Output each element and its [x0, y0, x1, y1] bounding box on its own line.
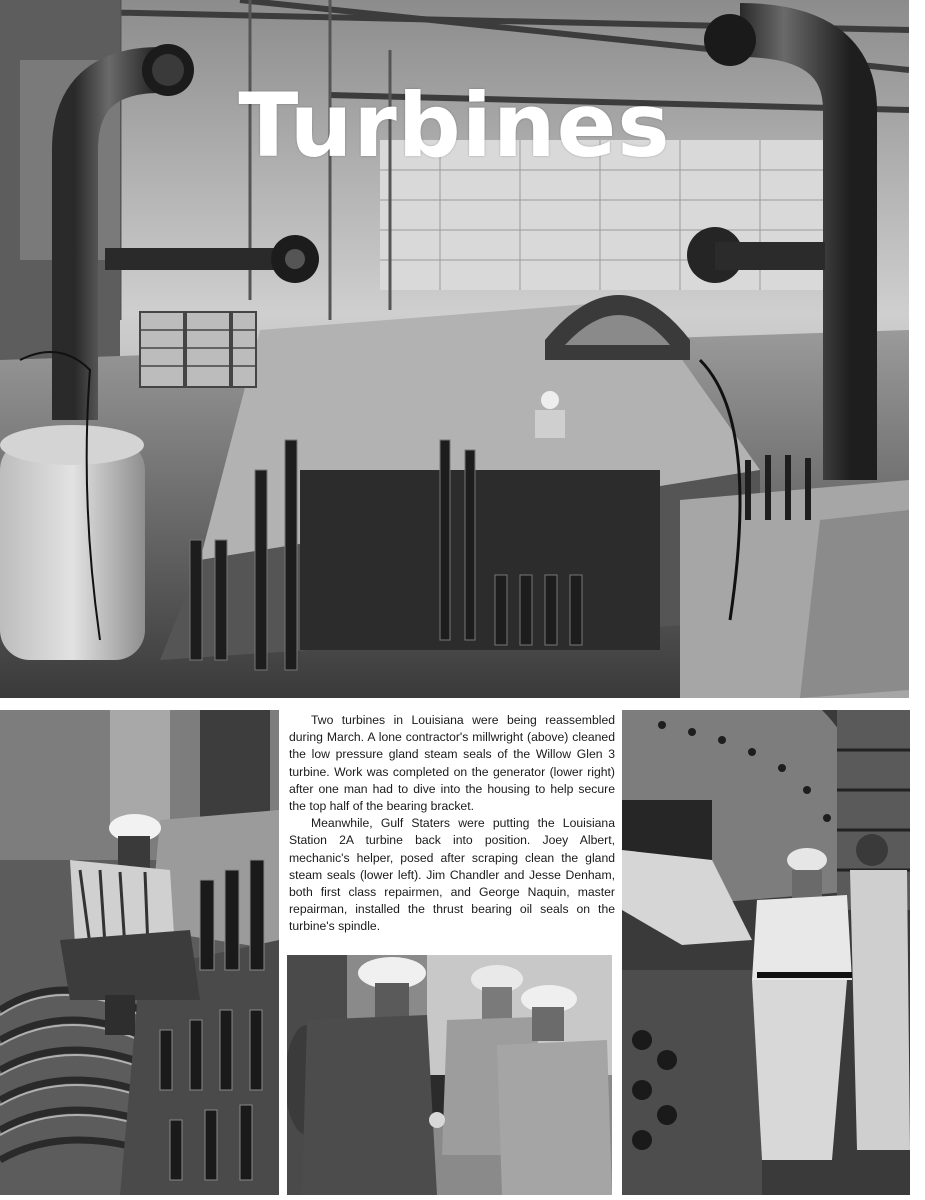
article-paragraph: Meanwhile, Gulf Staters were putting the Louisiana Station 2A turbine back into position. Joey Albert, mechanic's helper, posed after scraping clean the gland steam seals (lower left). Jim Chandler and Jesse Denham, both first class repairmen, and George Naquin, master repairman, installed the thrust bearing oil seals on the turbine's spindle.: [289, 816, 615, 934]
generator-housing-photo: [622, 710, 910, 1195]
article-paragraph: Two turbines in Louisiana were being reassembled during March. A lone contractor's millwright (above) cleaned the low pressure gland steam seals of the Willow Glen 3 turbine. Work was completed on the generator (lower right) after one man had to dive into the housing to help secure the top half of the bearing bracket.: [289, 713, 615, 814]
gland-steam-seals-photo: [0, 710, 279, 1195]
article-body: [289, 712, 615, 936]
thrust-bearing-repairmen-photo: [287, 955, 612, 1195]
page-title: Turbines: [238, 74, 671, 177]
